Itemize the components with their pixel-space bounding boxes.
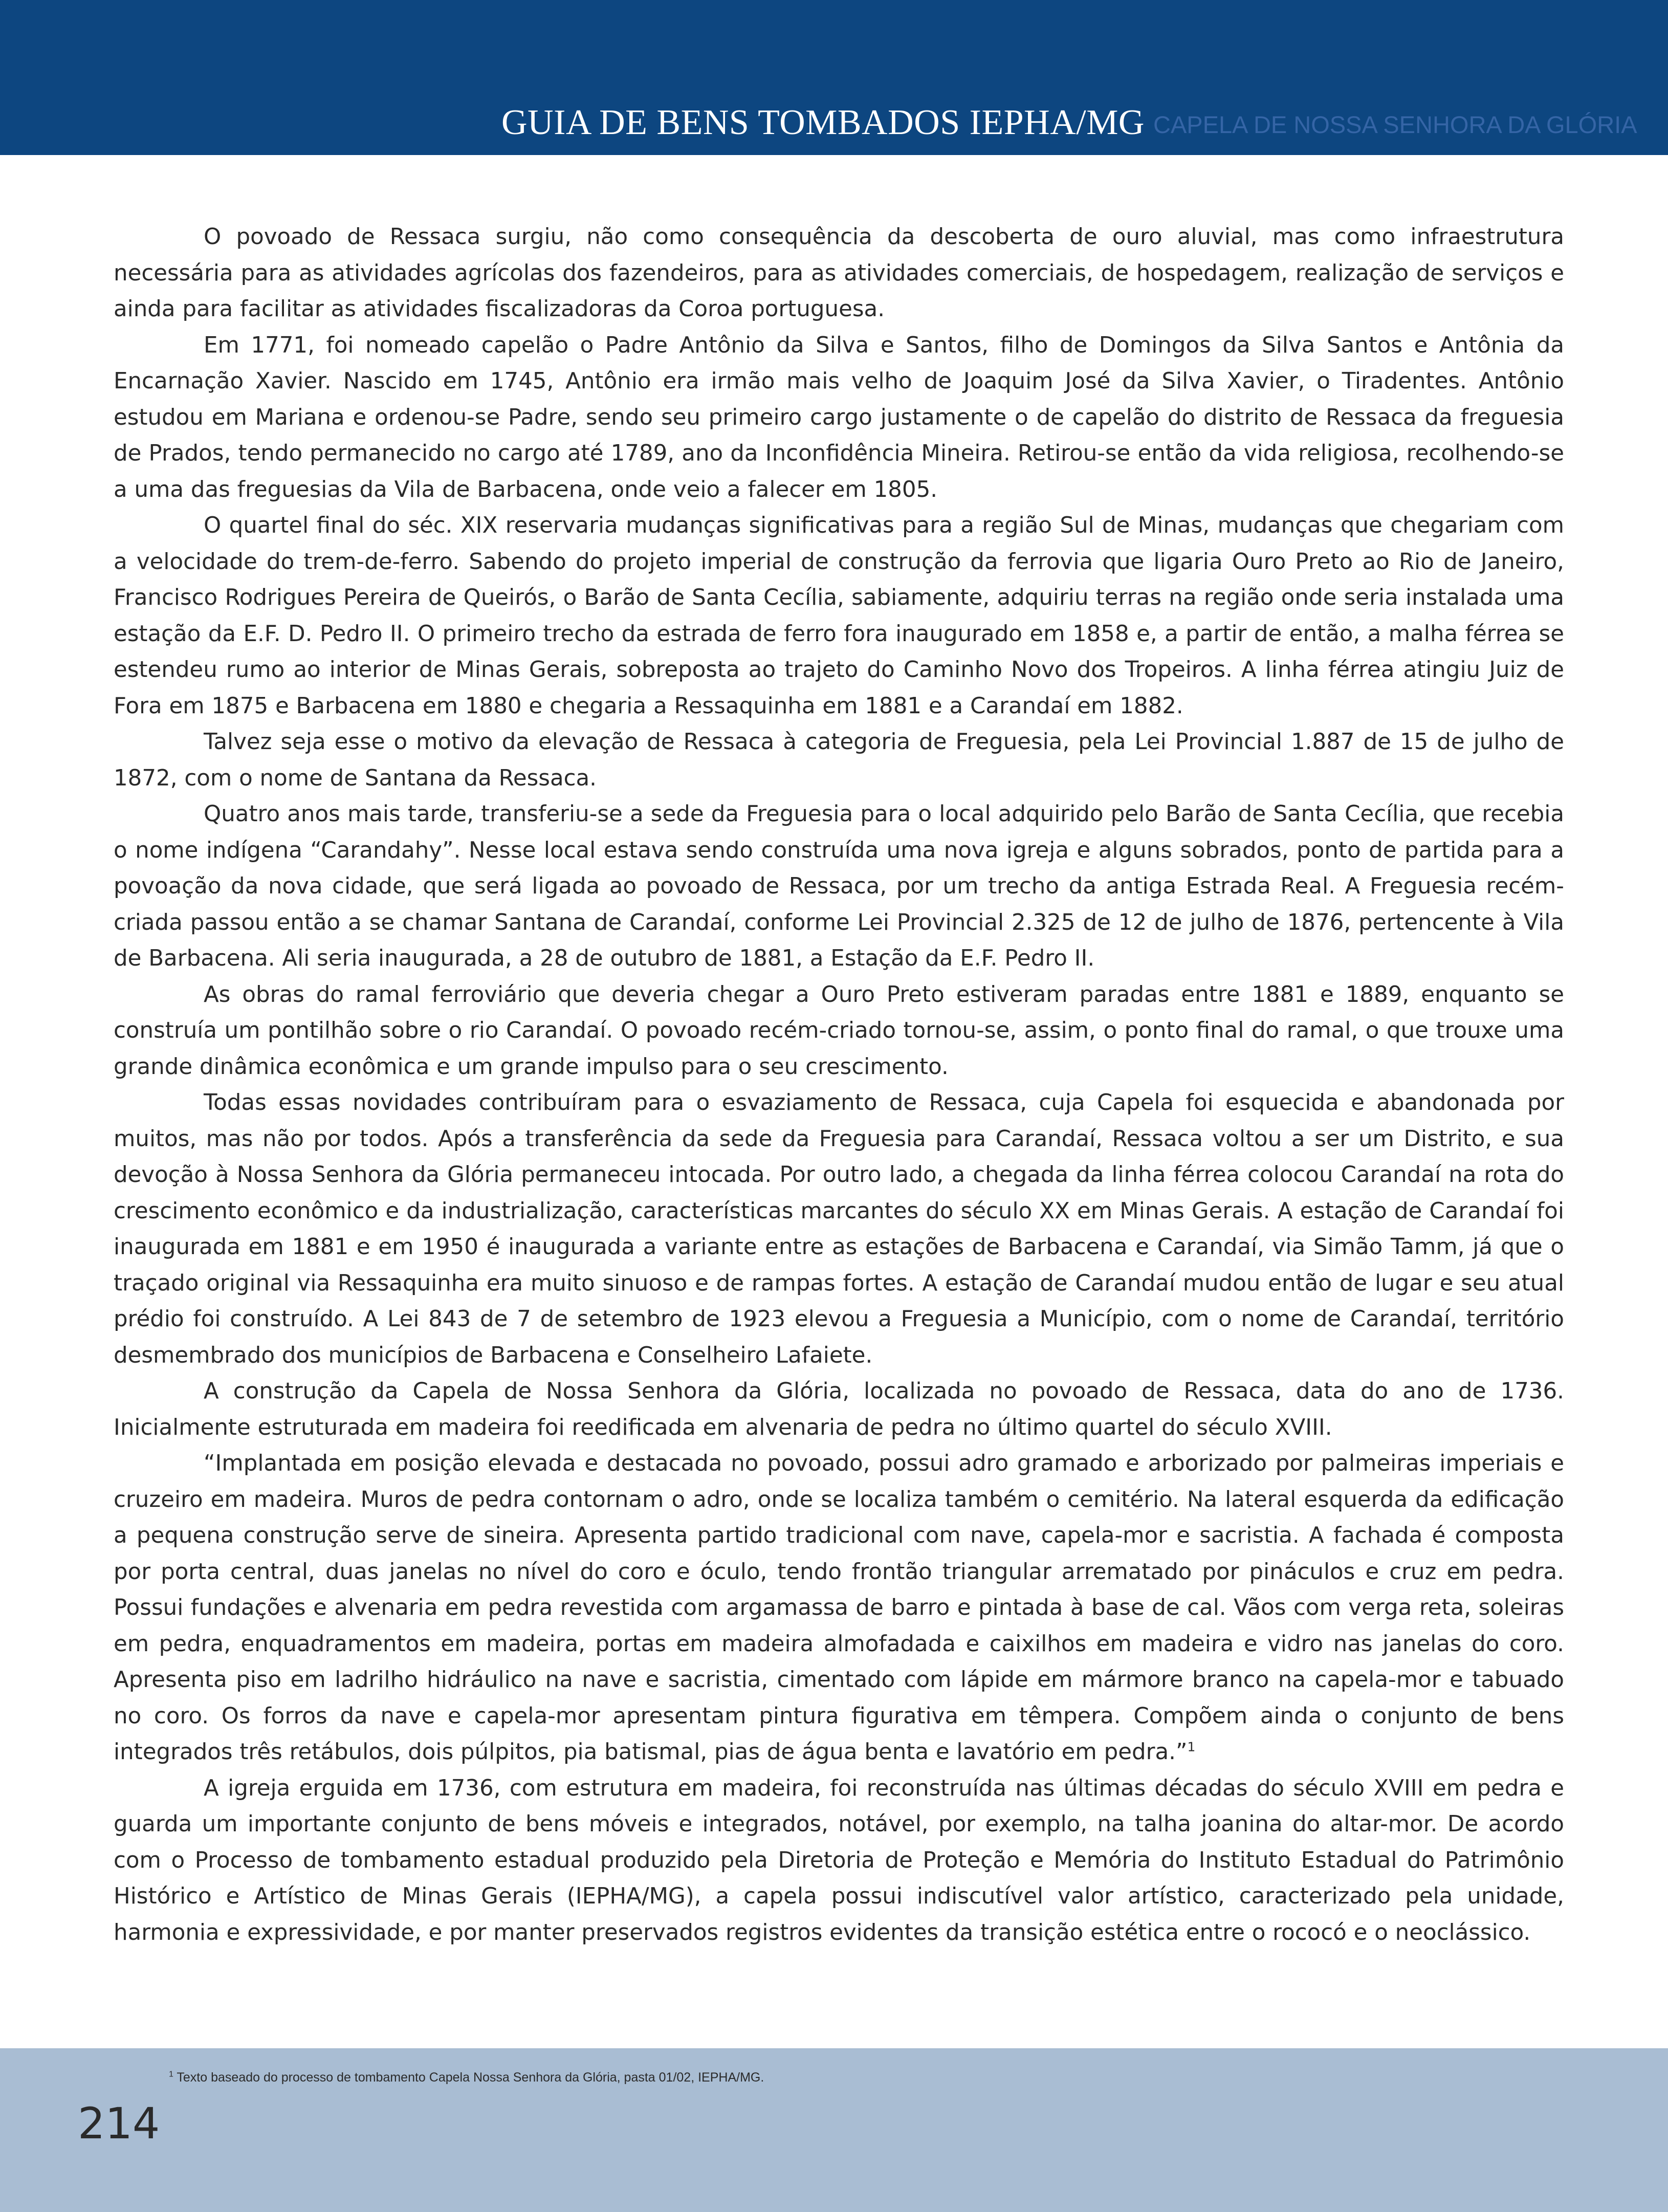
- paragraph-1: O povoado de Ressaca surgiu, não como consequência da descoberta de ouro aluvial, mas como infraestrutura necessária para as atividades agrícolas dos fazendeiros, para as atividades comerciais, de hospedagem, realização de serviços e ainda para facilitar as atividades fiscalizadoras da Coroa portuguesa.: [114, 224, 1564, 322]
- footnote-mark: 1: [169, 2070, 173, 2079]
- footnote-text: Texto baseado do processo de tombamento Capela Nossa Senhora da Glória, pasta 01/02, IEPHA/MG.: [177, 2070, 764, 2085]
- paragraph-2: Em 1771, foi nomeado capelão o Padre Antônio da Silva e Santos, filho de Domingos da Silva Santos e Antônia da Encarnação Xavier. Nascido em 1745, Antônio era irmão mais velho de Joaquim José da Silva Xavier, o Tiradentes. Antônio estudou em Mariana e ordenou-se Padre, sendo seu primeiro cargo justamente o de capelão do distrito de Ressaca da freguesia de Prados, tendo permanecido no cargo até 1789, ano da Inconfidência Mineira. Retirou-se então da vida religiosa, recolhendo-se a uma das freguesias da Vila de Barbacena, onde veio a falecer em 1805.: [114, 332, 1564, 502]
- paragraph-9: [114, 1446, 1564, 1770]
- footnote: [169, 2069, 764, 2086]
- publication-title: GUIA DE BENS TOMBADOS IEPHA/MG: [501, 103, 1145, 142]
- paragraph-4: Talvez seja esse o motivo da elevação de Ressaca à categoria de Freguesia, pela Lei Provincial 1.887 de 15 de julho de 1872, com o nome de Santana da Ressaca.: [114, 729, 1564, 791]
- paragraph-3: O quartel final do séc. XIX reservaria mudanças significativas para a região Sul de Minas, mudanças que chegariam com a velocidade do trem-de-ferro. Sabendo do projeto imperial de construção da ferrovia que ligaria Ouro Preto ao Rio de Janeiro, Francisco Rodrigues Pereira de Queirós, o Barão de Santa Cecília, sabiamente, adquiriu terras na região onde seria instalada uma estação da E.F. D. Pedro II. O primeiro trecho da estrada de ferro fora inaugurado em 1858 e, a partir de então, a malha férrea se estendeu rumo ao interior de Minas Gerais, sobreposta ao trajeto do Caminho Novo dos Tropeiros. A linha férrea atingiu Juiz de Fora em 1875 e Barbacena em 1880 e chegaria a Ressaquinha em 1881 e a Carandaí em 1882.: [114, 513, 1564, 719]
- paragraph-8: A construção da Capela de Nossa Senhora da Glória, localizada no povoado de Ressaca, data do ano de 1736. Inicialmente estruturada em madeira foi reedificada em alvenaria de pedra no último quartel do século XVIII.: [114, 1378, 1564, 1440]
- footnote-reference: 1: [1187, 1739, 1196, 1755]
- paragraph-5: Quatro anos mais tarde, transferiu-se a sede da Freguesia para o local adquirido pelo Barão de Santa Cecília, que recebia o nome indígena “Carandahy”. Nesse local estava sendo construída uma nova igreja e alguns sobrados, ponto de partida para a povoação da nova cidade, que será ligada ao povoado de Ressaca, por um trecho da antiga Estrada Real. A Freguesia recém-criada passou então a se chamar Santana de Carandaí, conforme Lei Provincial 2.325 de 12 de julho de 1876, pertencente à Vila de Barbacena. Ali seria inaugurada, a 28 de outubro de 1881, a Estação da E.F. Pedro II.: [114, 801, 1564, 971]
- quoted-text: “Implantada em posição elevada e destacada no povoado, possui adro gramado e arborizado por palmeiras imperiais e cruzeiro em madeira. Muros de pedra contornam o adro, onde se localiza também o cemitério. Na lateral esquerda da edificação a pequena construção serve de sineira. Apresenta partido tradicional com nave, capela-mor e sacristia. A fachada é composta por porta central, duas janelas no nível do coro e óculo, tendo frontão triangular arrematado por pináculos e cruz em pedra. Possui fundações e alvenaria em pedra revestida com argamassa de barro e pintada à base de cal. Vãos com verga reta, soleiras em pedra, enquadramentos em madeira, portas em madeira almofadada e caixilhos em madeira e vidro nas janelas do coro. Apresenta piso em ladrilho hidráulico na nave e sacristia, cimentado com lápide em mármore branco na capela-mor e tabuado no coro. Os forros da nave e capela-mor apresentam pintura figurativa em têmpera. Compõem ainda o conjunto de bens integrados três retábulos, dois púlpitos, pia batismal, pias de água benta e lavatório em pedra.”: [114, 1451, 1564, 1765]
- article-body: [114, 219, 1564, 1951]
- paragraph-6: As obras do ramal ferroviário que deveria chegar a Ouro Preto estiveram paradas entre 1881 e 1889, enquanto se construía um pontilhão sobre o rio Carandaí. O povoado recém-criado tornou-se, assim, o ponto final do ramal, o que trouxe uma grande dinâmica econômica e um grande impulso para o seu crescimento.: [114, 981, 1564, 1080]
- chapter-title: CAPELA DE NOSSA SENHORA DA GLÓRIA: [1153, 111, 1637, 138]
- paragraph-7: Todas essas novidades contribuíram para o esvaziamento de Ressaca, cuja Capela foi esquecida e abandonada por muitos, mas não por todos. Após a transferência da sede da Freguesia para Carandaí, Ressaca voltou a ser um Distrito, e sua devoção à Nossa Senhora da Glória permaneceu intocada. Por outro lado, a chegada da linha férrea colocou Carandaí na rota do crescimento econômico e da industrialização, características marcantes do século XX em Minas Gerais. A estação de Carandaí foi inaugurada em 1881 e em 1950 é inaugurada a variante entre as estações de Barbacena e Carandaí, via Simão Tamm, já que o traçado original via Ressaquinha era muito sinuoso e de rampas fortes. A estação de Carandaí mudou então de lugar e seu atual prédio foi construído. A Lei 843 de 7 de setembro de 1923 elevou a Freguesia a Município, com o nome de Carandaí, território desmembrado dos municípios de Barbacena e Conselheiro Lafaiete.: [114, 1090, 1564, 1368]
- paragraph-10: A igreja erguida em 1736, com estrutura em madeira, foi reconstruída nas últimas décadas do século XVIII em pedra e guarda um importante conjunto de bens móveis e integrados, notável, por exemplo, na talha joanina do altar-mor. De acordo com o Processo de tombamento estadual produzido pela Diretoria de Proteção e Memória do Instituto Estadual do Patrimônio Histórico e Artístico de Minas Gerais (IEPHA/MG), a capela possui indiscutível valor artístico, caracterizado pela unidade, harmonia e expressividade, e por manter preservados registros evidentes da transição estética entre o rococó e o neoclássico.: [114, 1775, 1564, 1945]
- page-number: 214: [78, 2098, 160, 2149]
